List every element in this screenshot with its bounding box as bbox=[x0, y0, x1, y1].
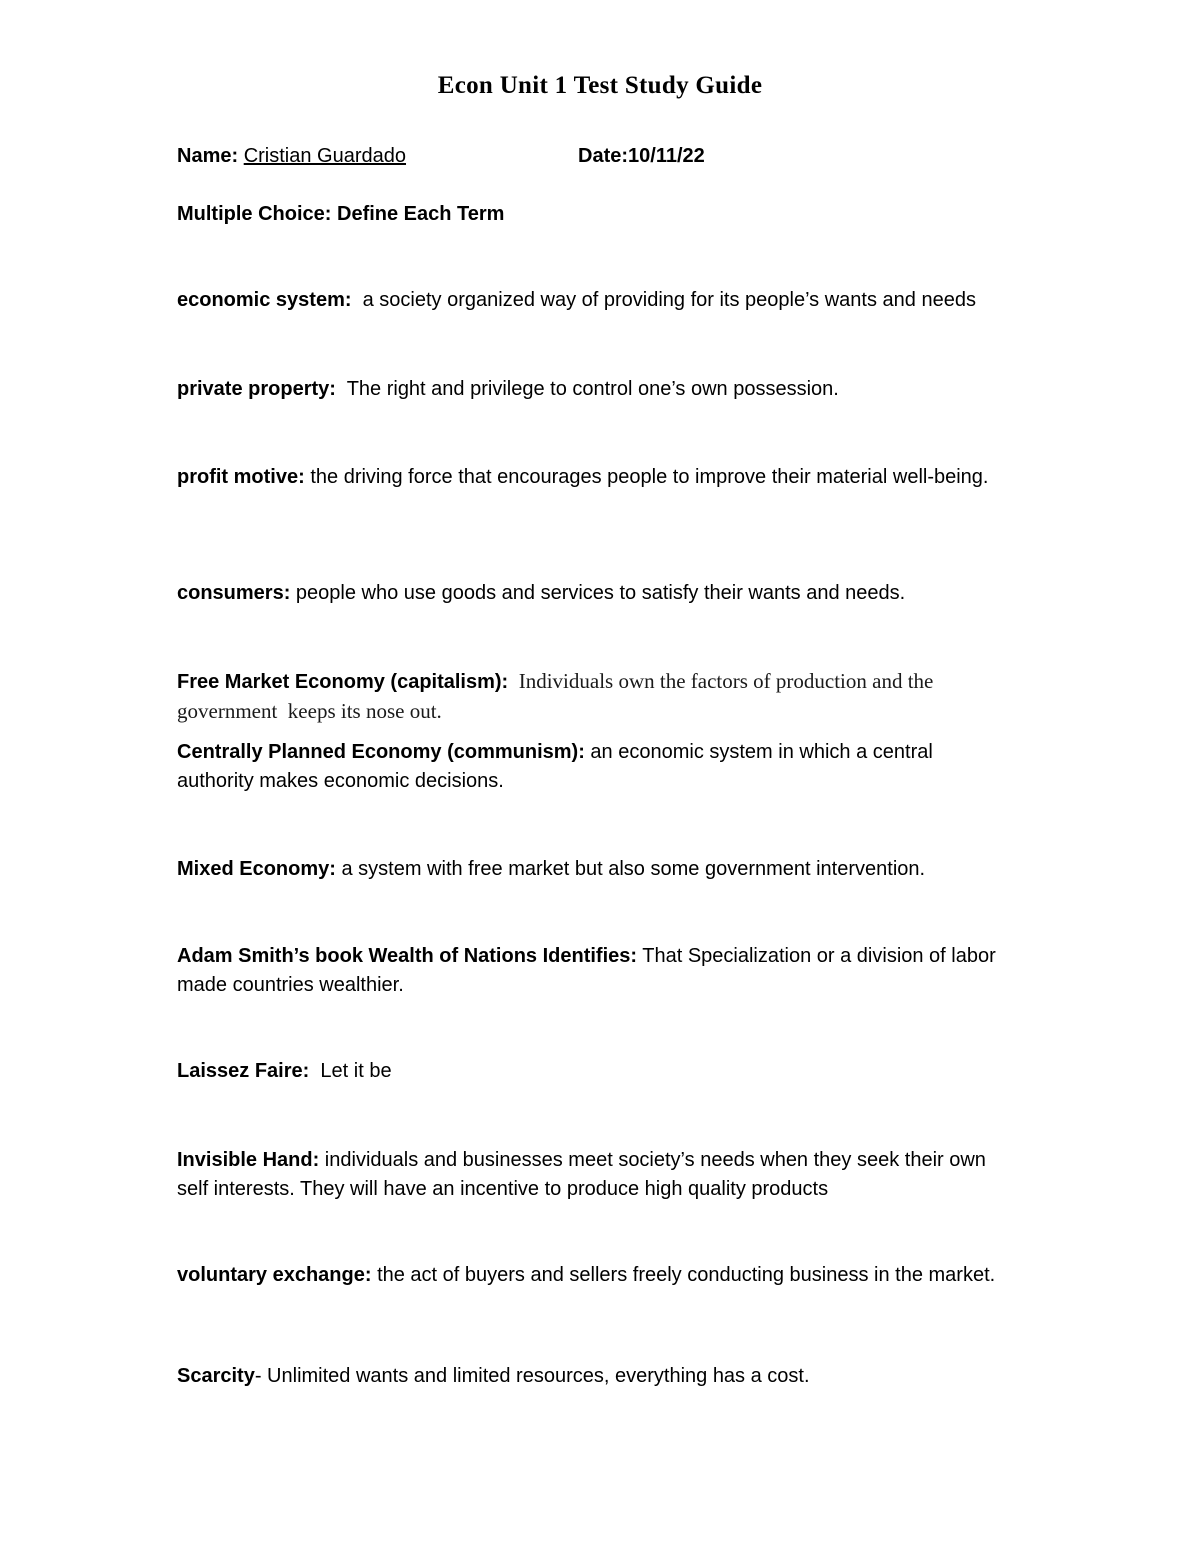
term-label: Invisible Hand: bbox=[177, 1149, 320, 1171]
date-label: Date:10/11/22 bbox=[578, 145, 705, 167]
document-title: Econ Unit 1 Test Study Guide bbox=[437, 72, 763, 99]
term-entry bbox=[177, 1146, 1007, 1204]
term-definition: That Specialization or a division of labor made countries wealthier. bbox=[177, 945, 996, 996]
term-definition: individuals and businesses meet society’s needs when they seek their own self interests. They will have an incentive to produce high quality products bbox=[177, 1149, 986, 1200]
term-label: Adam Smith’s book Wealth of Nations Identifies: bbox=[177, 945, 638, 967]
term-label: Scarcity bbox=[177, 1365, 255, 1387]
term-label: profit motive: bbox=[177, 466, 305, 488]
term-entry bbox=[177, 1057, 1037, 1086]
term-label: Centrally Planned Economy (communism): bbox=[177, 741, 585, 763]
term-entry bbox=[177, 855, 1037, 884]
term-label: Laissez Faire: bbox=[177, 1060, 310, 1082]
term-entry bbox=[177, 1362, 1037, 1391]
term-entry bbox=[177, 1261, 997, 1290]
term-definition: - Unlimited wants and limited resources, everything has a cost. bbox=[254, 1365, 810, 1387]
term-label: economic system: bbox=[177, 289, 352, 311]
name-date-row bbox=[177, 142, 1037, 171]
term-entry bbox=[177, 579, 1037, 608]
term-label: consumers: bbox=[177, 582, 291, 604]
term-definition: a society organized way of providing for its people’s wants and needs bbox=[351, 289, 976, 311]
term-entry bbox=[177, 375, 1037, 404]
name-label: Name: bbox=[177, 145, 239, 167]
term-entry bbox=[177, 667, 1007, 727]
term-label: private property: bbox=[177, 378, 336, 400]
term-definition: people who use goods and services to satisfy their wants and needs. bbox=[290, 582, 906, 604]
name-value: Cristian Guardado bbox=[243, 145, 407, 167]
term-definition: the act of buyers and sellers freely conducting business in the market. bbox=[371, 1264, 996, 1286]
term-definition: Individuals own the factors of production and the government keeps its nose out. bbox=[177, 669, 939, 723]
term-label: Free Market Economy (capitalism): bbox=[177, 671, 509, 693]
term-definition: Let it be bbox=[309, 1060, 392, 1082]
term-entry bbox=[177, 942, 1007, 1000]
term-entry bbox=[177, 286, 1037, 315]
section-heading: Multiple Choice: Define Each Term bbox=[177, 203, 505, 225]
term-label: voluntary exchange: bbox=[177, 1264, 372, 1286]
term-definition: The right and privilege to control one’s own possession. bbox=[335, 378, 839, 400]
term-definition: the driving force that encourages people to improve their material well-being. bbox=[304, 466, 989, 488]
term-entry bbox=[177, 463, 1007, 492]
term-definition: an economic system in which a central authority makes economic decisions. bbox=[177, 741, 933, 792]
term-definition: a system with free market but also some government intervention. bbox=[335, 858, 926, 880]
term-entry bbox=[177, 738, 997, 796]
term-label: Mixed Economy: bbox=[177, 858, 336, 880]
